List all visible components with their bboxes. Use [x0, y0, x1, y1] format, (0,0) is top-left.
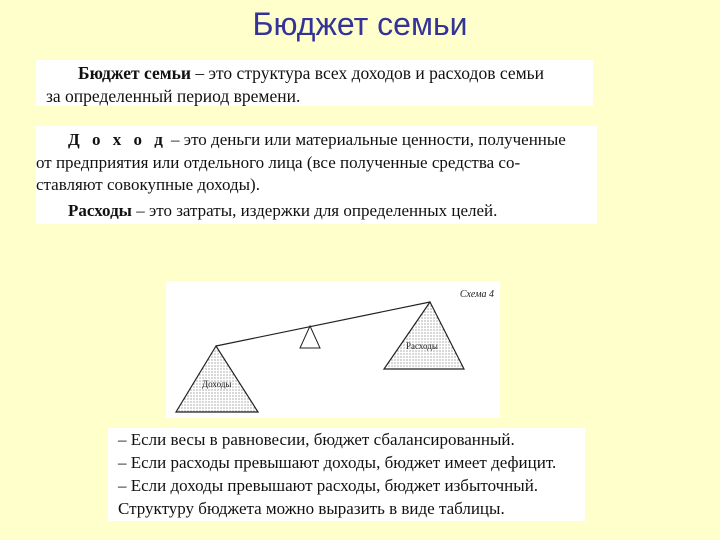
expense-triangle [384, 302, 464, 369]
income-text-1: – это деньги или материальные ценности, полученные [166, 130, 566, 149]
income-line-1 [68, 129, 566, 151]
definition-box [36, 60, 593, 106]
definition-term: Бюджет семьи [78, 63, 191, 83]
scale-beam [216, 302, 430, 346]
scheme-label: Схема 4 [459, 289, 494, 300]
income-line-3: ставляют совокупные доходы). [36, 175, 260, 194]
conclusion-line-1: – Если весы в равновесии, бюджет сбалансированный. [118, 430, 515, 449]
slide-title: Бюджет семьи [252, 6, 468, 42]
income-expense-box [36, 126, 597, 224]
income-line-2: от предприятия или отдельного лица (все полученные средства со- [36, 153, 521, 172]
income-term: Д о х о д [68, 130, 167, 149]
conclusion-line-2: – Если расходы превышают доходы, бюджет имеет дефицит. [118, 453, 557, 472]
expense-line [68, 200, 497, 222]
expense-label: Расходы [406, 341, 438, 351]
scale-svg [166, 281, 500, 418]
expense-text: – это затраты, издержки для определенных целей. [131, 201, 498, 220]
conclusion-line-3: – Если доходы превышают расходы, бюджет избыточный. [118, 476, 539, 495]
expense-term: Расходы [68, 201, 132, 220]
income-label: Доходы [202, 379, 232, 389]
conclusion-line-4: Структуру бюджета можно выразить в виде таблицы. [118, 499, 505, 518]
scale-diagram [166, 281, 500, 418]
definition-line-2: за определенный период времени. [46, 86, 301, 106]
definition-line-1 [78, 62, 544, 84]
definition-text-1: – это структура всех доходов и расходов семьи [191, 63, 545, 83]
scale-fulcrum [300, 326, 320, 348]
conclusions-box [108, 428, 585, 521]
